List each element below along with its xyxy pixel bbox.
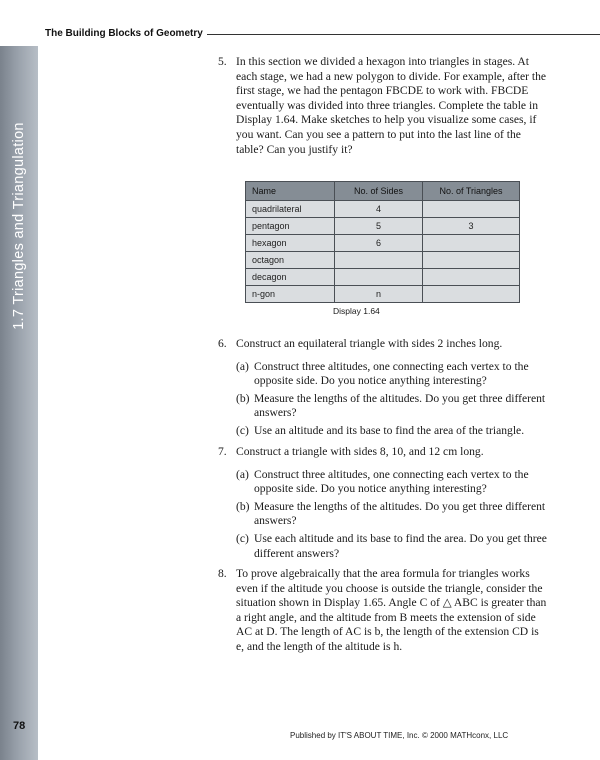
problem-6 bbox=[218, 337, 548, 442]
table-cell bbox=[423, 201, 520, 218]
table-cell bbox=[423, 235, 520, 252]
problem-text: Construct an equilateral triangle with sides 2 inches long. bbox=[236, 337, 503, 350]
table-cell bbox=[423, 252, 520, 269]
subpart-text: Use each altitude and its base to find the area. Do you get three different answers? bbox=[254, 531, 547, 560]
table-header-row bbox=[246, 182, 520, 201]
table-header-cell: No. of Sides bbox=[335, 182, 423, 201]
table-row bbox=[246, 269, 520, 286]
problem-number: 6. bbox=[218, 337, 227, 350]
problem-number: 8. bbox=[218, 567, 227, 580]
polygon-table bbox=[245, 181, 520, 303]
table-header-cell: No. of Triangles bbox=[423, 182, 520, 201]
problem-number: 5. bbox=[218, 55, 227, 68]
problem-7 bbox=[218, 445, 548, 564]
table-row bbox=[246, 235, 520, 252]
subpart-list bbox=[236, 468, 548, 562]
table-cell bbox=[335, 269, 423, 286]
problem-text: Construct a triangle with sides 8, 10, and 12 cm long. bbox=[236, 445, 484, 458]
problem-5 bbox=[218, 55, 548, 157]
page-header bbox=[45, 25, 600, 41]
table-cell bbox=[335, 252, 423, 269]
subpart-text: Construct three altitudes, one connecting each vertex to the opposite side. Do you notice anything interesting? bbox=[254, 467, 529, 496]
table-row bbox=[246, 201, 520, 218]
problem-text: To prove algebraically that the area formula for triangles works even if the altitude you choose is outside the triangle, consider the situation shown in Display 1.65. Angle C of △ ABC is greater than a right angle, and the altitude from B meets the extension of side AC at D. The length of AC is b, the length of the extension CD is e, and the length of the altitude is h. bbox=[236, 567, 547, 653]
sidebar-section-label: 1.7 Triangles and Triangulation bbox=[11, 122, 27, 330]
subpart-label: (c) bbox=[236, 531, 249, 545]
subpart-b bbox=[236, 392, 548, 421]
table-cell: octagon bbox=[246, 252, 335, 269]
table-cell: 5 bbox=[335, 218, 423, 235]
table-cell: pentagon bbox=[246, 218, 335, 235]
subpart-label: (a) bbox=[236, 359, 249, 373]
table-cell: n bbox=[335, 286, 423, 303]
subpart-text: Construct three altitudes, one connecting each vertex to the opposite side. Do you notice anything interesting? bbox=[254, 359, 529, 388]
table-cell bbox=[423, 286, 520, 303]
section-sidebar bbox=[0, 46, 38, 760]
polygon-table-container bbox=[245, 181, 520, 303]
subpart-c bbox=[236, 532, 548, 561]
table-cell bbox=[423, 269, 520, 286]
subpart-text: Measure the lengths of the altitudes. Do you get three different answers? bbox=[254, 391, 546, 420]
table-row bbox=[246, 218, 520, 235]
page-number: 78 bbox=[13, 720, 26, 732]
page-footer: Published by IT'S ABOUT TIME, Inc. © 2000 MATHconx, LLC bbox=[290, 731, 509, 740]
subpart-label: (b) bbox=[236, 499, 250, 513]
header-rule bbox=[207, 34, 600, 35]
header-title: The Building Blocks of Geometry bbox=[45, 27, 203, 39]
table-row bbox=[246, 286, 520, 303]
subpart-b bbox=[236, 500, 548, 529]
subpart-text: Measure the lengths of the altitudes. Do you get three different answers? bbox=[254, 499, 546, 528]
subpart-text: Use an altitude and its base to find the area of the triangle. bbox=[254, 423, 525, 437]
table-cell: decagon bbox=[246, 269, 335, 286]
table-cell: hexagon bbox=[246, 235, 335, 252]
subpart-list bbox=[236, 360, 548, 439]
subpart-label: (a) bbox=[236, 467, 249, 481]
table-cell: 3 bbox=[423, 218, 520, 235]
problem-text: In this section we divided a hexagon into triangles in stages. At each stage, we had a new polygon to divide. For example, after the first stage, we had the pentagon FBCDE to work with. FBCDE eventually was divided into three triangles. Complete the table in Display 1.64. Make sketches to help you visualize some cases, if you want. Can you see a pattern to put into the last line of the table? Can you justify it? bbox=[236, 55, 547, 156]
table-caption: Display 1.64 bbox=[333, 306, 380, 316]
problem-8 bbox=[218, 567, 548, 655]
table-header-cell: Name bbox=[246, 182, 335, 201]
subpart-a bbox=[236, 468, 548, 497]
subpart-a bbox=[236, 360, 548, 389]
problem-number: 7. bbox=[218, 445, 227, 458]
table-cell: 6 bbox=[335, 235, 423, 252]
subpart-label: (c) bbox=[236, 423, 249, 437]
subpart-label: (b) bbox=[236, 391, 250, 405]
subpart-c bbox=[236, 424, 548, 439]
table-row bbox=[246, 252, 520, 269]
table-cell: quadrilateral bbox=[246, 201, 335, 218]
table-cell: 4 bbox=[335, 201, 423, 218]
table-cell: n-gon bbox=[246, 286, 335, 303]
